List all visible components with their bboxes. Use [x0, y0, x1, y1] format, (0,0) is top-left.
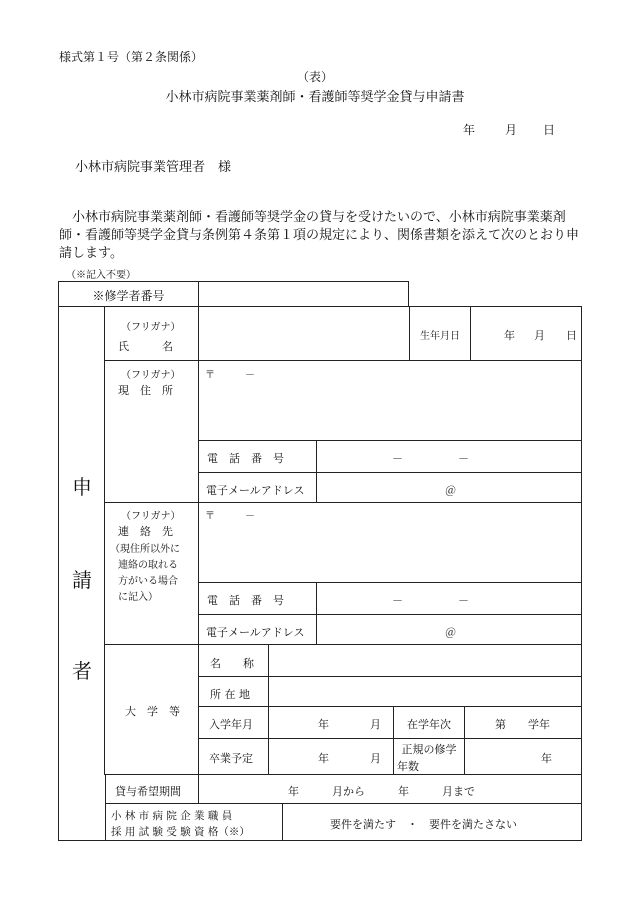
- name-field[interactable]: [198, 306, 409, 361]
- addressee: 小林市病院事業管理者 様: [75, 160, 232, 175]
- contact-furigana-label: （フリガナ）: [121, 511, 181, 522]
- application-statement: 小林市病院事業薬剤師・看護師等奨学金の貸与を受けたいので、小林市病院事業薬剤師・看護師等奨学金貸与条例第４条第１項の規定により、関係書類を添えて次のとおり申請します。: [59, 210, 580, 261]
- student-number-label: ※修学者番号: [92, 289, 165, 303]
- name-furigana-label: （フリガナ）: [121, 322, 181, 333]
- university-row-bottom: [105, 774, 582, 775]
- contact-label: 連 絡 先: [118, 525, 173, 538]
- document-title: 小林市病院事業薬剤師・看護師等奨学金貸与申請書: [165, 90, 465, 105]
- enroll-year: 年: [318, 718, 329, 731]
- uni-location-label: 所 在 地: [210, 688, 250, 701]
- enroll-row-bottom: [198, 738, 582, 739]
- address-row-bottom: [105, 502, 582, 503]
- birth-year: 年: [504, 329, 515, 342]
- contact-email-label: 電子メールアドレス: [206, 626, 305, 639]
- label-column-line: [198, 306, 199, 775]
- date-day: 日: [543, 123, 556, 137]
- enroll-label: 入学年月: [209, 718, 253, 731]
- date-year: 年: [463, 123, 476, 137]
- graduation-year: 年: [318, 752, 329, 765]
- applicant-char-2: 請: [72, 568, 92, 592]
- address-email-label: 電子メールアドレス: [206, 484, 305, 497]
- regular-years-label-1: 正規の修学: [401, 743, 457, 756]
- birth-month: 月: [534, 329, 545, 342]
- loan-period-label: 貸与希望期間: [115, 785, 181, 798]
- grade-value: 第 学年: [495, 718, 550, 731]
- qualification-label-1: 小 林 市 病 院 企 業 職 員: [111, 810, 233, 822]
- front-side-label: （表）: [296, 70, 333, 84]
- address-label: 現 住 所: [118, 384, 173, 397]
- address-postal[interactable]: 〒 －: [205, 370, 255, 381]
- contact-email-value[interactable]: ＠: [445, 626, 456, 639]
- loan-period-row-bottom: [105, 803, 582, 804]
- address-phone-label: 電 話 番 号: [207, 452, 284, 465]
- grade-label: 在学年次: [407, 718, 451, 731]
- contact-row-bottom: [105, 644, 582, 645]
- birth-label: 生年月日: [420, 331, 460, 342]
- address-email-row-top: [198, 472, 582, 473]
- student-number-field[interactable]: [198, 281, 409, 307]
- qualification-left-line: [105, 774, 106, 841]
- form-number: 様式第１号（第２条関係）: [59, 50, 204, 64]
- uni-name-label: 名 称: [210, 657, 254, 670]
- contact-note-2: 連絡の取れる: [118, 560, 178, 571]
- uni-name-row-bottom: [198, 676, 582, 677]
- contact-note-1: （現住所以外に: [110, 544, 180, 555]
- birth-day: 日: [566, 329, 577, 342]
- enroll-value-divider: [268, 706, 269, 775]
- qualification-label-2: 採 用 試 験 受 験 資 格（※）: [111, 826, 250, 838]
- contact-postal[interactable]: 〒 －: [205, 511, 255, 522]
- contact-phone-value[interactable]: － －: [392, 594, 469, 607]
- name-label: 氏 名: [118, 340, 173, 353]
- date-month: 月: [505, 123, 518, 137]
- name-row-bottom: [105, 360, 582, 361]
- regular-years-label-2: 年数: [397, 760, 419, 773]
- contact-email-row-top: [198, 614, 582, 615]
- contact-note-3: 方がいる場合: [118, 576, 178, 587]
- no-entry-note: （※記入不要）: [66, 270, 136, 281]
- applicant-column: [58, 306, 105, 775]
- address-email-value[interactable]: ＠: [445, 484, 456, 497]
- address-phone-row-top: [198, 440, 582, 441]
- regular-years-value: 年: [541, 752, 552, 765]
- uni-location-row-bottom: [198, 706, 582, 707]
- graduation-label: 卒業予定: [209, 752, 253, 765]
- address-furigana-label: （フリガナ）: [121, 370, 181, 381]
- address-phone-value[interactable]: － －: [392, 452, 469, 465]
- contact-phone-label: 電 話 番 号: [207, 594, 284, 607]
- loan-period-value[interactable]: 年 月から 年 月まで: [288, 785, 475, 798]
- graduation-month: 月: [370, 752, 381, 765]
- applicant-char-3: 者: [72, 659, 92, 683]
- loan-period-divider: [198, 774, 199, 804]
- qualification-divider: [282, 803, 283, 841]
- contact-note-4: に記入）: [118, 592, 158, 603]
- enroll-month: 月: [370, 718, 381, 731]
- qualification-value[interactable]: 要件を満たす ・ 要件を満たさない: [330, 818, 517, 831]
- university-label: 大 学 等: [125, 705, 180, 718]
- applicant-char-1: 申: [72, 475, 92, 499]
- contact-phone-row-top: [198, 582, 582, 583]
- application-date[interactable]: [463, 121, 555, 138]
